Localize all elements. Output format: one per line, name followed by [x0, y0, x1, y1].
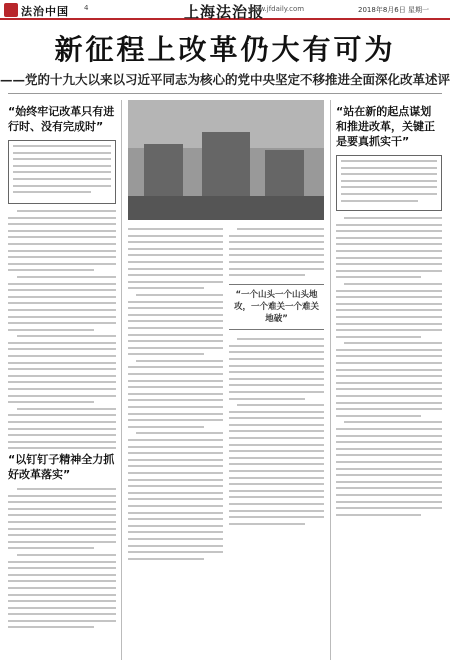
section-heading-right: “站在新的起点谋划和推进改革，关键正是要真抓实干” — [336, 105, 435, 148]
newspaper-logo-icon — [4, 3, 18, 17]
subheadline: ——党的十九大以来以习近平同志为核心的党中央坚定不移推进全面深化改革述评 — [0, 72, 450, 87]
article-column-1-lower — [8, 452, 116, 660]
pull-quote: “一个山头一个山头地攻，一个难关一个难关地破” — [229, 284, 324, 330]
masthead — [0, 0, 450, 20]
headline-divider — [8, 93, 442, 94]
intro-blurb-box-right — [336, 155, 442, 211]
article-column-4 — [336, 104, 442, 660]
section-heading-1: “始终牢记改革只有进行时、没有完成时” — [8, 105, 115, 133]
website-url: www.jfdaily.com — [248, 5, 305, 13]
issue-date: 2018年8月6日 星期一 — [358, 6, 429, 14]
column-divider — [121, 100, 122, 660]
column-divider — [330, 100, 331, 660]
body-text-1 — [8, 210, 116, 482]
news-photo — [128, 100, 324, 220]
section-heading-2: “以钉钉子精神全力抓好改革落实” — [8, 453, 115, 481]
page-number: 4 — [84, 4, 89, 12]
body-text-right — [336, 217, 442, 516]
headline: 新征程上改革仍大有可为 — [54, 33, 396, 66]
article-column-3 — [229, 228, 324, 660]
newspaper-brand: 上海法治报 — [184, 3, 265, 21]
article-column-2 — [128, 228, 223, 660]
section-name: 法治中国 — [21, 5, 69, 18]
intro-blurb-box — [8, 140, 116, 204]
